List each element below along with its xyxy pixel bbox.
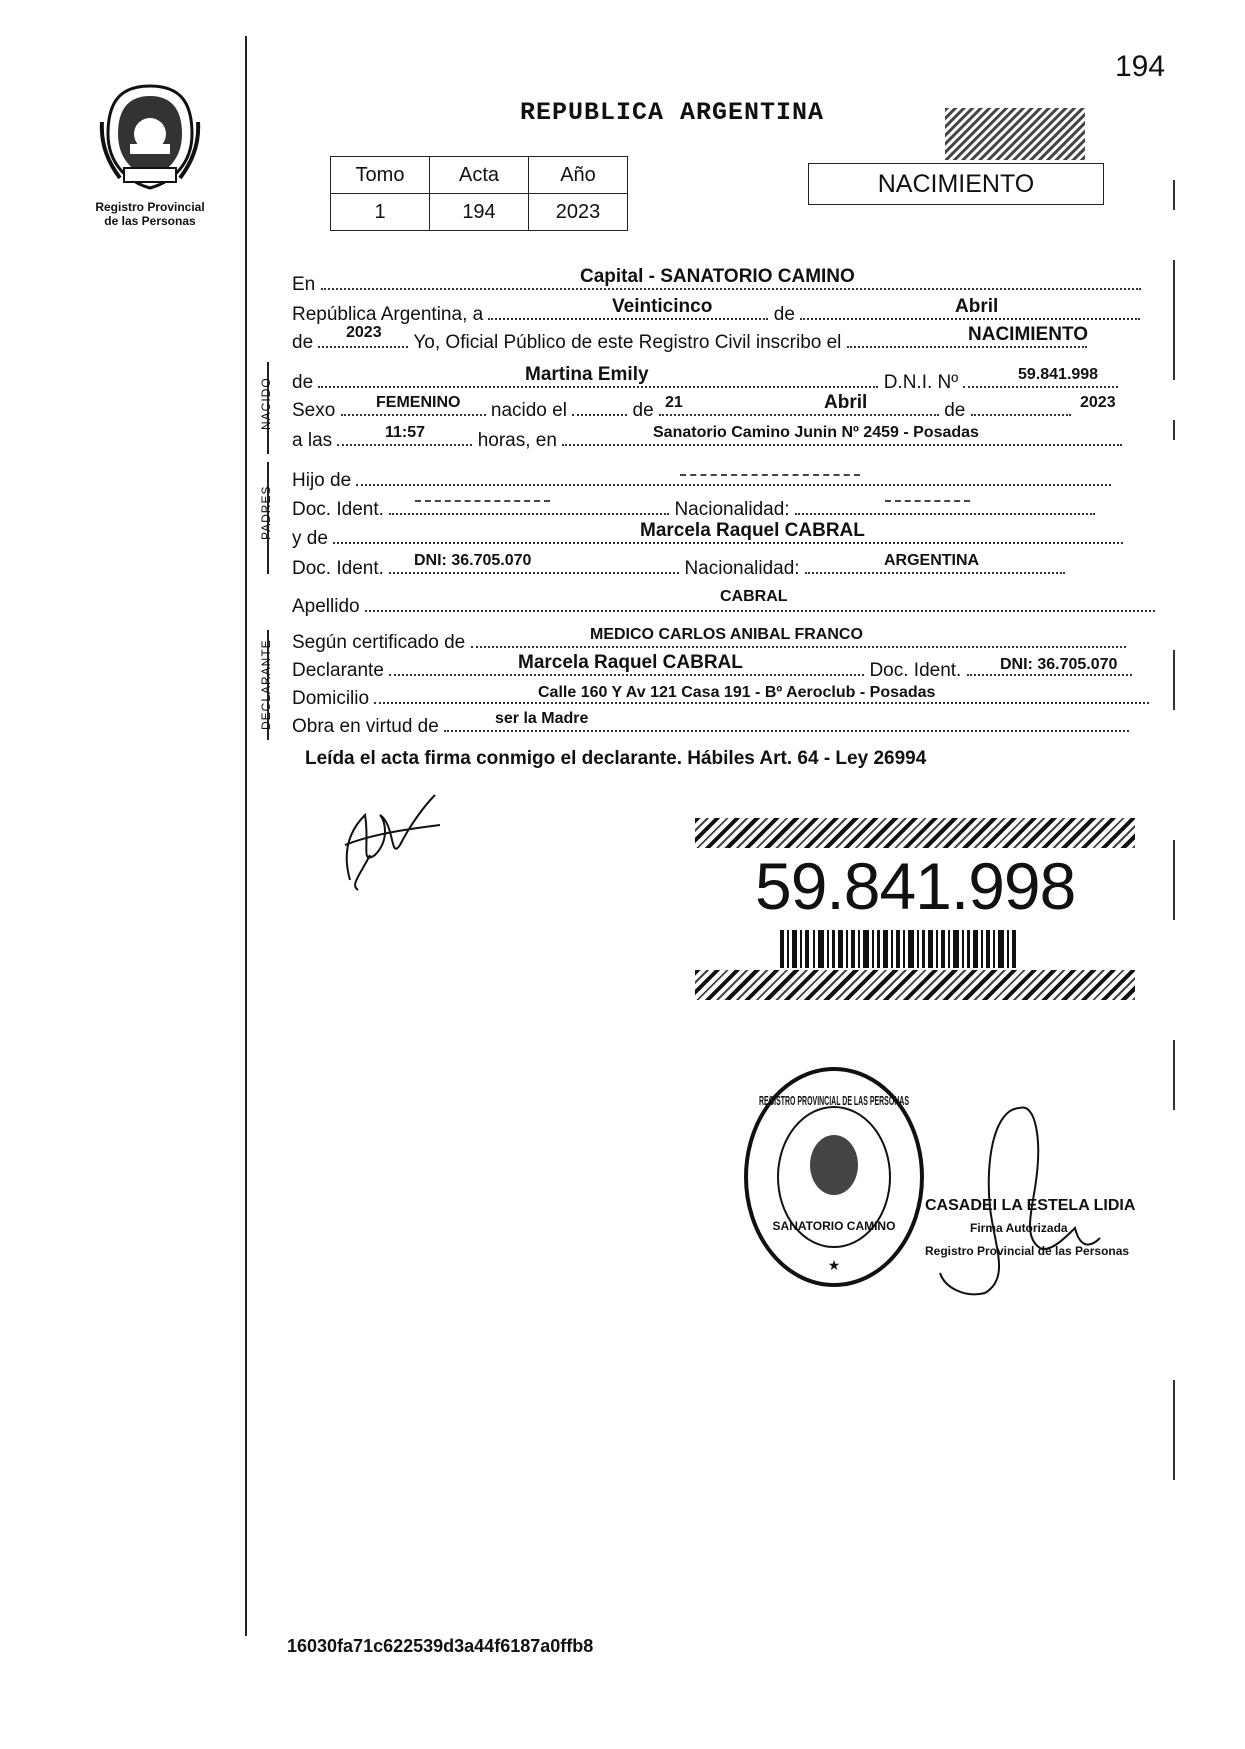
closing-note: Leída el acta firma conmigo el declarante. Hábiles Art. 64 - Ley 26994	[305, 748, 927, 769]
province-emblem-icon	[100, 82, 200, 192]
field-time: 11:57	[385, 424, 426, 441]
form-row: Doc. Ident. Nacionalidad:	[292, 497, 1095, 521]
table-header-acta: Acta	[430, 157, 529, 194]
field-certificate: MEDICO CARLOS ANIBAL FRANCO	[590, 626, 863, 643]
security-stamp-icon	[945, 108, 1085, 160]
form-row: Hijo de	[292, 468, 1111, 492]
right-margin-mark	[1173, 1380, 1175, 1480]
field-child-name: Martina Emily	[525, 364, 649, 385]
redacted-line	[680, 474, 860, 476]
field-declarant: Marcela Raquel CABRAL	[518, 652, 743, 673]
right-margin-mark	[1173, 260, 1175, 380]
signatory-role: Firma Autorizada	[970, 1221, 1068, 1235]
form-row: de Yo, Oficial Público de este Registro Civil inscribo el	[292, 330, 1087, 354]
right-margin-mark	[1173, 420, 1175, 440]
table-value-anio: 2023	[529, 194, 628, 231]
right-margin-mark	[1173, 1040, 1175, 1110]
form-row: Según certificado de	[292, 630, 1126, 654]
form-row: Obra en virtud de	[292, 714, 1129, 738]
field-mother-name: Marcela Raquel CABRAL	[640, 520, 865, 541]
barcode-number: 59.841.998	[755, 849, 1076, 923]
registry-label: Registro Provincial de las Personas	[95, 200, 205, 228]
seal-outer-text: REGISTRO PROVINCIAL DE LAS PERSONAS	[759, 1093, 910, 1108]
field-surname: CABRAL	[720, 588, 788, 605]
barcode-block	[695, 818, 1135, 1000]
field-declarant-doc: DNI: 36.705.070	[1000, 656, 1118, 673]
signatory-org: Registro Provincial de las Personas	[925, 1244, 1130, 1258]
barcode-icon	[780, 930, 1020, 968]
svg-text:★: ★	[827, 1257, 841, 1273]
label: En	[292, 274, 316, 295]
side-label-nacido: NACIDO	[259, 377, 273, 430]
table-value-tomo: 1	[331, 194, 430, 231]
field-birth-day: 21	[665, 394, 683, 411]
field-mother-nationality: ARGENTINA	[884, 552, 980, 569]
field-inscribe: NACIMIENTO	[968, 324, 1088, 345]
field-mother-doc: DNI: 36.705.070	[414, 552, 532, 569]
side-label-padres: PADRES	[259, 485, 273, 540]
document-title: REPUBLICA ARGENTINA	[520, 98, 825, 127]
record-type-box: NACIMIENTO	[808, 163, 1104, 205]
field-address: Calle 160 Y Av 121 Casa 191 - Bº Aeroclub - Posadas	[538, 684, 936, 701]
side-label-declarante: DECLARANTE	[259, 639, 273, 730]
field-birth-place: Sanatorio Camino Junin Nº 2459 - Posadas	[653, 424, 979, 441]
seal-inner-text: SANATORIO CAMINO	[772, 1219, 896, 1233]
field-day-words: Veinticinco	[612, 296, 713, 317]
left-margin-line	[245, 36, 247, 1636]
form-row: y de	[292, 526, 1123, 550]
form-row: Declarante Doc. Ident.	[292, 658, 1132, 682]
redacted-line	[415, 500, 550, 502]
official-seal-icon	[742, 1065, 927, 1290]
form-row: Apellido	[292, 594, 1155, 618]
form-row: Doc. Ident. Nacionalidad:	[292, 556, 1065, 580]
field-dni: 59.841.998	[1018, 366, 1099, 383]
document-hash: 16030fa71c622539d3a44f6187a0ffb8	[287, 1636, 594, 1656]
table-value-acta: 194	[430, 194, 529, 231]
field-year: 2023	[346, 324, 382, 341]
field-birth-month: Abril	[824, 392, 868, 413]
security-pattern	[695, 818, 1135, 848]
right-margin-mark	[1173, 650, 1175, 710]
form-row: de D.N.I. Nº	[292, 370, 1118, 394]
page-number: 194	[1115, 50, 1166, 83]
field-reason: ser la Madre	[495, 710, 589, 727]
table-header-anio: Año	[529, 157, 628, 194]
security-pattern	[695, 970, 1135, 1000]
form-row: Sexo nacido el de de	[292, 398, 1071, 422]
field-month: Abril	[955, 296, 999, 317]
signatory-name: CASADEI LA ESTELA LIDIA	[925, 1197, 1136, 1214]
field-place: Capital - SANATORIO CAMINO	[580, 266, 855, 287]
field-birth-year: 2023	[1080, 394, 1116, 411]
field-sex: FEMENINO	[376, 394, 461, 411]
redacted-line	[885, 500, 970, 502]
right-margin-mark	[1173, 180, 1175, 210]
initials-signature	[330, 785, 445, 895]
form-row: Domicilio	[292, 686, 1149, 710]
form-row: a las horas, en	[292, 428, 1122, 452]
form-row: República Argentina, a de	[292, 302, 1140, 326]
record-table	[330, 156, 628, 231]
right-margin-mark	[1173, 840, 1175, 920]
table-header-tomo: Tomo	[331, 157, 430, 194]
